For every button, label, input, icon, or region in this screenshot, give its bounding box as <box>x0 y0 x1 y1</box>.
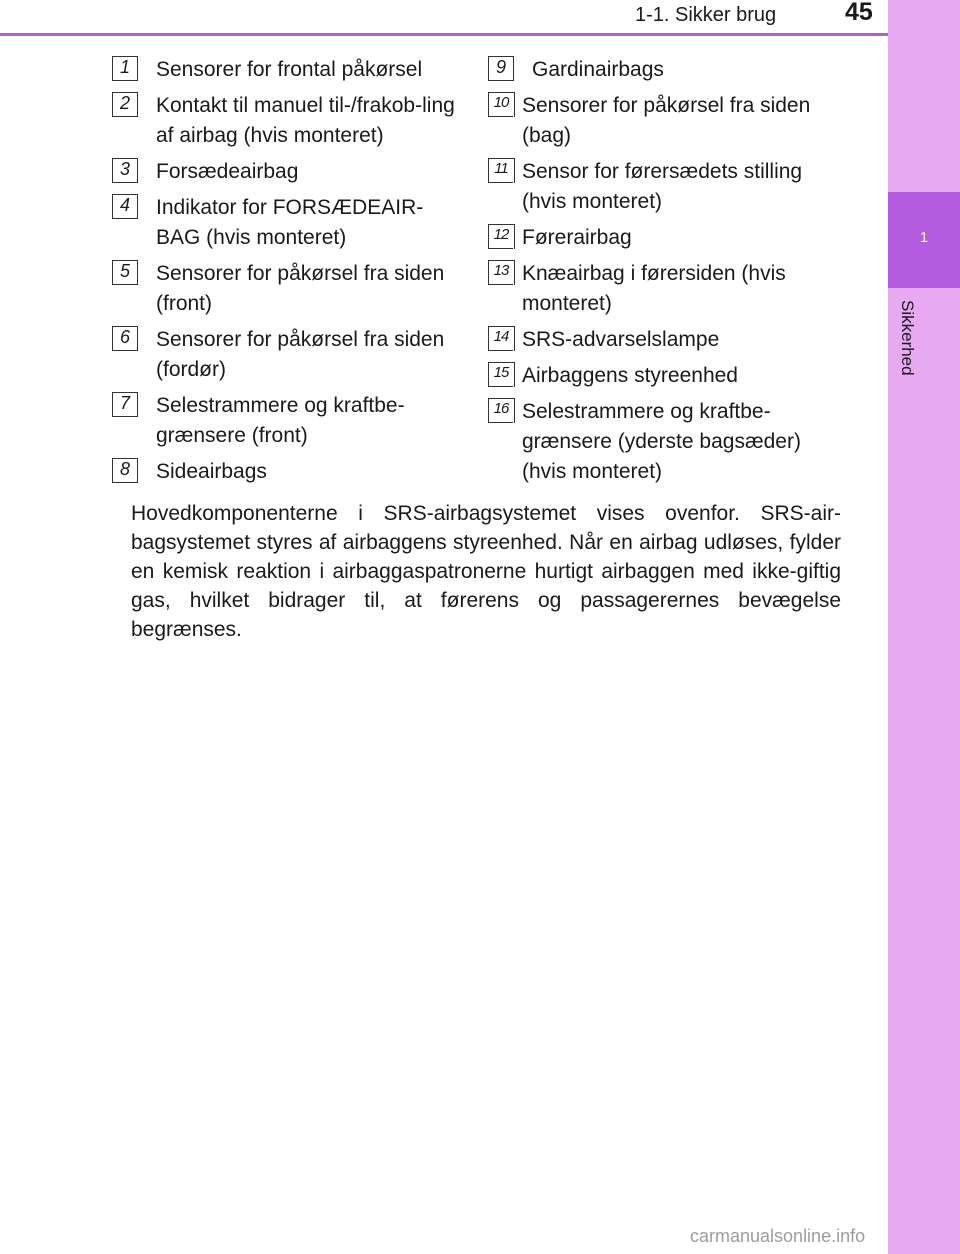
header-rule <box>0 33 888 36</box>
chapter-title: Sikkerhed <box>898 300 917 376</box>
item-number: 10 <box>488 92 514 118</box>
list-item <box>488 55 848 85</box>
item-number: 8 <box>112 458 138 484</box>
item-text: Forsædeairbag <box>156 160 299 183</box>
list-item <box>488 397 848 487</box>
list-item <box>112 55 462 85</box>
item-text: Knæairbag i førersiden (hvis monteret) <box>522 262 786 315</box>
list-item <box>488 91 848 151</box>
list-item <box>488 361 848 391</box>
item-number: 7 <box>112 392 138 418</box>
list-item <box>112 391 462 451</box>
item-number: 16 <box>488 398 514 424</box>
item-text: Kontakt til manuel til-/frakob-ling af airbag (hvis monteret) <box>156 94 455 147</box>
item-number: 9 <box>488 56 514 82</box>
item-text: Sideairbags <box>156 460 267 483</box>
component-list-right <box>488 55 848 493</box>
list-item <box>112 91 462 151</box>
item-text: Indikator for FORSÆDEAIR-BAG (hvis monteret) <box>156 196 424 249</box>
item-text: Sensorer for påkørsel fra siden (fordør) <box>156 328 445 381</box>
item-text: Airbaggens styreenhed <box>522 364 738 387</box>
list-item <box>112 457 462 487</box>
list-item <box>488 259 848 319</box>
item-number: 14 <box>488 326 514 352</box>
page-number: 45 <box>845 0 873 26</box>
item-number: 12 <box>488 224 514 250</box>
item-text: Sensorer for påkørsel fra siden (bag) <box>522 94 811 147</box>
item-number: 2 <box>112 92 138 118</box>
list-item <box>488 223 848 253</box>
item-number: 3 <box>112 158 138 184</box>
list-item <box>488 157 848 217</box>
component-list-left <box>112 55 462 493</box>
item-text: SRS-advarselslampe <box>522 328 720 351</box>
item-number: 11 <box>488 158 514 184</box>
list-item <box>112 325 462 385</box>
side-tab <box>888 0 960 1254</box>
body-paragraph: Hovedkomponenterne i SRS-airbagsystemet vises ovenfor. SRS-air-bagsystemet styres af airbaggens styreenhed. Når en airbag udløses, fylder en kemisk reaktion i airbaggaspatronerne hurtigt airbaggen med ikke-giftig gas, hvilket bidrager til, at førerens og passagerernes bevægelse begrænses. <box>131 502 841 641</box>
item-text: Sensor for førersædets stilling (hvis monteret) <box>522 160 803 213</box>
watermark: carmanualsonline.info <box>690 1226 866 1246</box>
item-text: Selestrammere og kraftbe-grænsere (front) <box>156 394 405 447</box>
section-title: 1-1. Sikker brug <box>635 4 777 26</box>
item-number: 5 <box>112 260 138 286</box>
item-number: 13 <box>488 260 514 286</box>
item-number: 1 <box>112 56 138 82</box>
item-text: Gardinairbags <box>532 58 664 81</box>
item-number: 4 <box>112 194 138 220</box>
item-text: Selestrammere og kraftbe-grænsere (yderste bagsæder) (hvis monteret) <box>522 400 801 483</box>
list-item <box>112 157 462 187</box>
item-text: Sensorer for frontal påkørsel <box>156 58 423 81</box>
list-item <box>112 259 462 319</box>
list-item <box>112 193 462 253</box>
item-number: 6 <box>112 326 138 352</box>
item-text: Førerairbag <box>522 226 632 249</box>
chapter-number: 1 <box>919 229 929 246</box>
item-number: 15 <box>488 362 514 388</box>
list-item <box>488 325 848 355</box>
item-text: Sensorer for påkørsel fra siden (front) <box>156 262 445 315</box>
